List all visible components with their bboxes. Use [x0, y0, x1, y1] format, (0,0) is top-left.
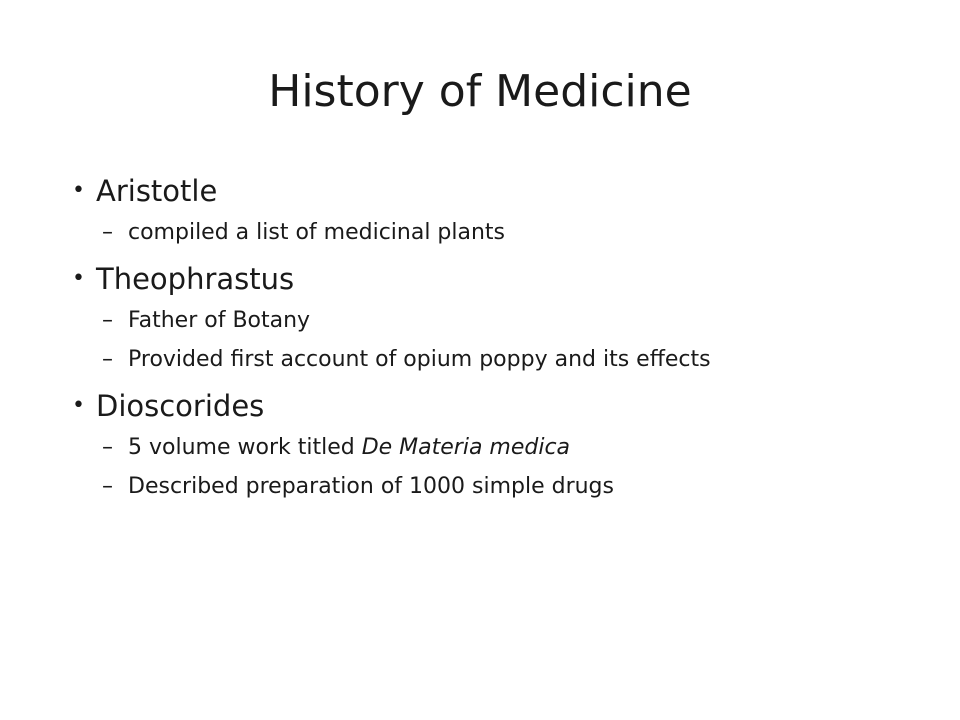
- sub-bullet-item: [72, 472, 902, 502]
- sub-bullet-text: Provided first account of opium poppy and its effects: [128, 347, 711, 372]
- sub-list-theophrastus: [72, 306, 902, 375]
- bullet-icon: •: [72, 266, 85, 291]
- sub-bullet-item: [72, 218, 902, 248]
- sub-list-dioscorides: [72, 433, 902, 502]
- slide-title: History of Medicine: [268, 66, 692, 117]
- bullet-item-dioscorides: [72, 385, 902, 427]
- sub-bullet-text: 5 volume work titled: [128, 435, 362, 460]
- dash-icon: –: [102, 220, 113, 245]
- bullet-item-theophrastus: [72, 258, 902, 300]
- bullet-icon: •: [72, 178, 85, 203]
- bullet-item-aristotle: [72, 170, 902, 212]
- dash-icon: –: [102, 347, 113, 372]
- sub-list-aristotle: [72, 218, 902, 248]
- sub-bullet-item: [72, 306, 902, 336]
- dash-icon: –: [102, 435, 113, 460]
- sub-bullet-text: Father of Botany: [128, 308, 311, 333]
- sub-bullet-item: [72, 345, 902, 375]
- dash-icon: –: [102, 474, 113, 499]
- dash-icon: –: [102, 308, 113, 333]
- bullet-list: [72, 170, 902, 502]
- bullet-label: Theophrastus: [96, 262, 295, 296]
- sub-bullet-text: compiled a list of medicinal plants: [128, 220, 506, 245]
- book-title: De Materia medica: [361, 435, 571, 460]
- sub-bullet-text: Described preparation of 1000 simple drugs: [128, 474, 614, 499]
- bullet-icon: •: [72, 393, 85, 418]
- bullet-label: Aristotle: [96, 174, 218, 208]
- sub-bullet-item: [72, 433, 902, 463]
- bullet-label: Dioscorides: [96, 389, 265, 423]
